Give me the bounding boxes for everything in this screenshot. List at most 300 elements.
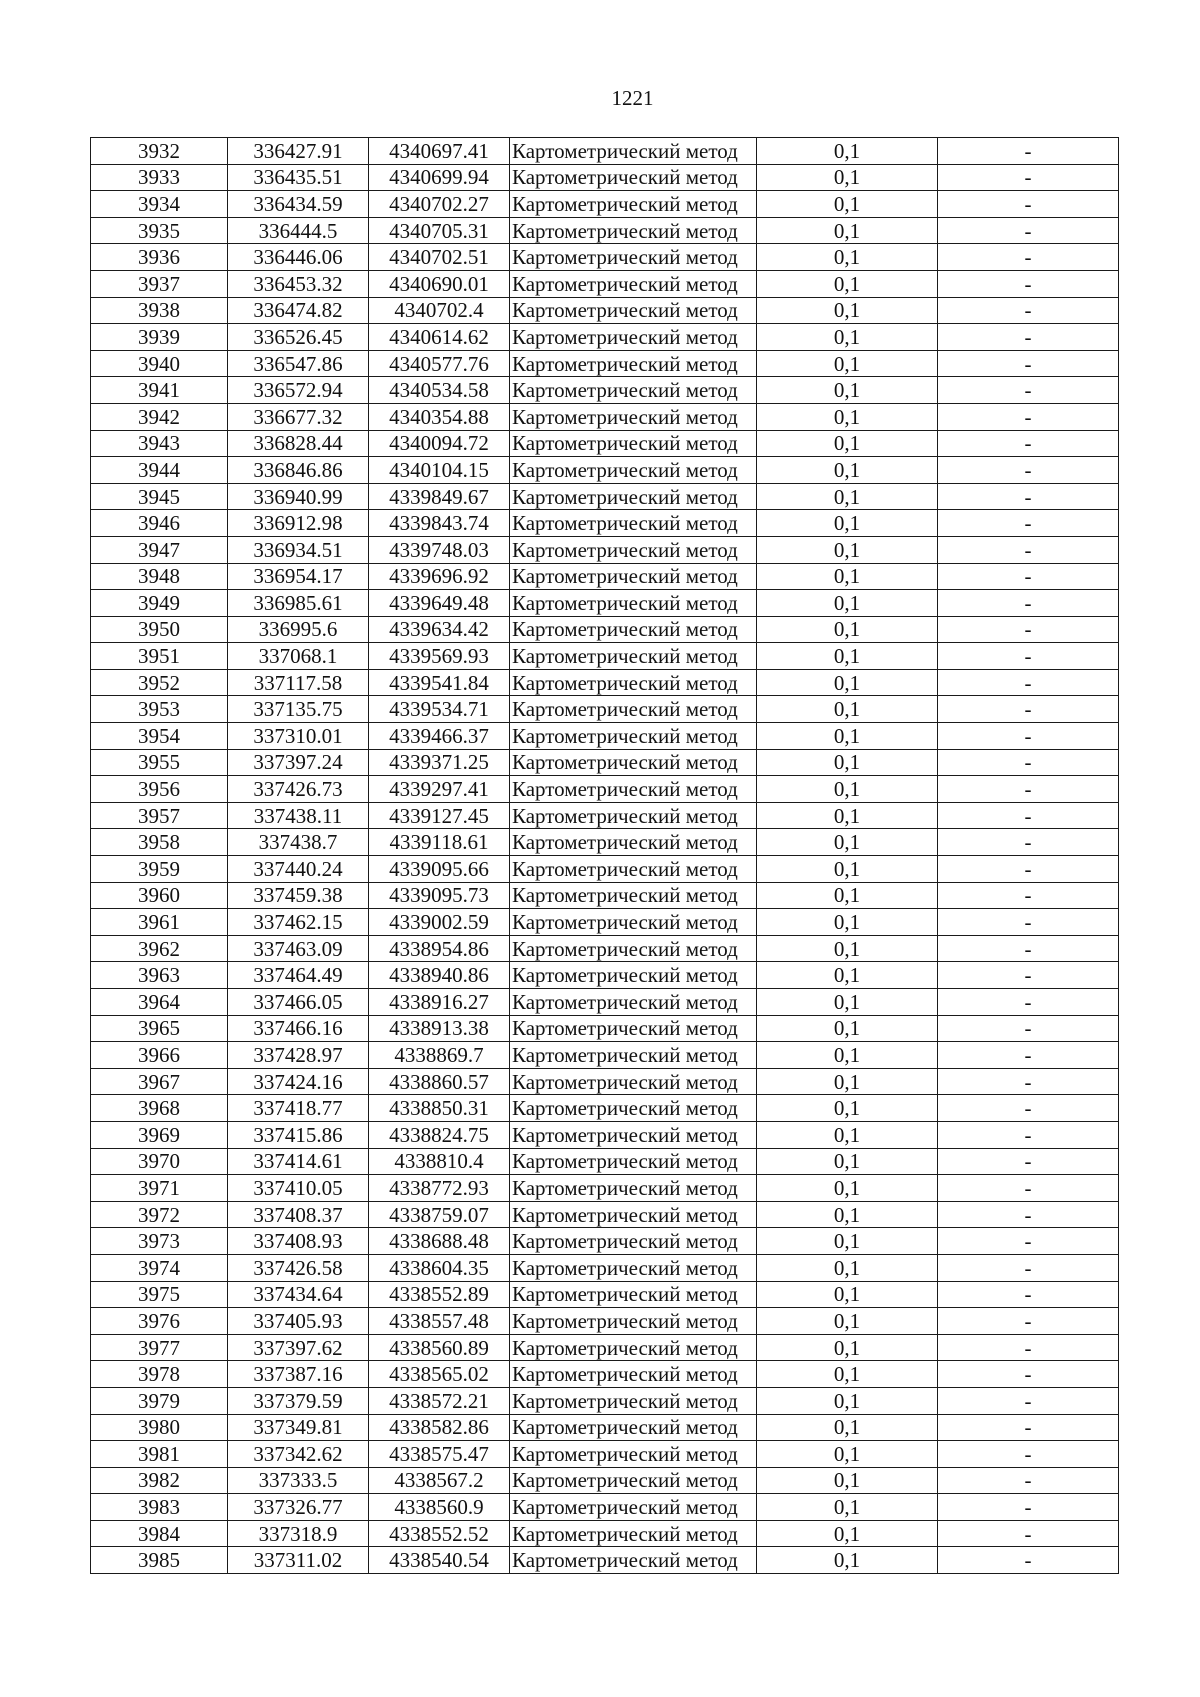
description-cell: - xyxy=(938,909,1119,936)
table-row xyxy=(91,1361,1119,1388)
coordinate-x-cell: 337397.24 xyxy=(228,749,369,776)
accuracy-cell: 0,1 xyxy=(757,1387,938,1414)
table-row xyxy=(91,1281,1119,1308)
description-cell: - xyxy=(938,935,1119,962)
description-cell: - xyxy=(938,350,1119,377)
table-row xyxy=(91,749,1119,776)
description-cell: - xyxy=(938,616,1119,643)
accuracy-cell: 0,1 xyxy=(757,1042,938,1069)
point-number-cell: 3973 xyxy=(91,1228,228,1255)
method-cell: Картометрический метод xyxy=(510,1308,757,1335)
accuracy-cell: 0,1 xyxy=(757,191,938,218)
table-row xyxy=(91,1201,1119,1228)
description-cell: - xyxy=(938,1547,1119,1574)
coordinate-x-cell: 336427.91 xyxy=(228,138,369,165)
point-number-cell: 3984 xyxy=(91,1520,228,1547)
table-row xyxy=(91,590,1119,617)
coordinate-x-cell: 337440.24 xyxy=(228,856,369,883)
coordinate-x-cell: 336912.98 xyxy=(228,510,369,537)
coordinate-y-cell: 4338575.47 xyxy=(369,1441,510,1468)
method-cell: Картометрический метод xyxy=(510,696,757,723)
point-number-cell: 3935 xyxy=(91,217,228,244)
description-cell: - xyxy=(938,297,1119,324)
coordinate-x-cell: 337424.16 xyxy=(228,1068,369,1095)
coordinate-y-cell: 4338860.57 xyxy=(369,1068,510,1095)
coordinate-y-cell: 4339849.67 xyxy=(369,483,510,510)
method-cell: Картометрический метод xyxy=(510,1547,757,1574)
description-cell: - xyxy=(938,1361,1119,1388)
coordinate-x-cell: 336828.44 xyxy=(228,430,369,457)
accuracy-cell: 0,1 xyxy=(757,669,938,696)
description-cell: - xyxy=(938,1121,1119,1148)
method-cell: Картометрический метод xyxy=(510,1254,757,1281)
coordinate-y-cell: 4338916.27 xyxy=(369,989,510,1016)
accuracy-cell: 0,1 xyxy=(757,1467,938,1494)
method-cell: Картометрический метод xyxy=(510,1387,757,1414)
accuracy-cell: 0,1 xyxy=(757,297,938,324)
table-row xyxy=(91,1175,1119,1202)
accuracy-cell: 0,1 xyxy=(757,1308,938,1335)
accuracy-cell: 0,1 xyxy=(757,430,938,457)
method-cell: Картометрический метод xyxy=(510,270,757,297)
description-cell: - xyxy=(938,536,1119,563)
point-number-cell: 3968 xyxy=(91,1095,228,1122)
method-cell: Картометрический метод xyxy=(510,1042,757,1069)
point-number-cell: 3959 xyxy=(91,856,228,883)
description-cell: - xyxy=(938,324,1119,351)
method-cell: Картометрический метод xyxy=(510,1095,757,1122)
accuracy-cell: 0,1 xyxy=(757,989,938,1016)
method-cell: Картометрический метод xyxy=(510,1441,757,1468)
point-number-cell: 3956 xyxy=(91,776,228,803)
table-row xyxy=(91,138,1119,165)
coordinate-x-cell: 337117.58 xyxy=(228,669,369,696)
table-row xyxy=(91,935,1119,962)
description-cell: - xyxy=(938,1414,1119,1441)
method-cell: Картометрический метод xyxy=(510,829,757,856)
coordinate-y-cell: 4338604.35 xyxy=(369,1254,510,1281)
accuracy-cell: 0,1 xyxy=(757,723,938,750)
point-number-cell: 3954 xyxy=(91,723,228,750)
coordinate-x-cell: 337310.01 xyxy=(228,723,369,750)
coordinate-y-cell: 4340702.27 xyxy=(369,191,510,218)
point-number-cell: 3955 xyxy=(91,749,228,776)
table-row xyxy=(91,1547,1119,1574)
point-number-cell: 3980 xyxy=(91,1414,228,1441)
method-cell: Картометрический метод xyxy=(510,1467,757,1494)
table-row xyxy=(91,1387,1119,1414)
point-number-cell: 3961 xyxy=(91,909,228,936)
coordinate-y-cell: 4339466.37 xyxy=(369,723,510,750)
table-row xyxy=(91,1068,1119,1095)
accuracy-cell: 0,1 xyxy=(757,590,938,617)
coordinate-y-cell: 4338850.31 xyxy=(369,1095,510,1122)
coordinate-x-cell: 336846.86 xyxy=(228,457,369,484)
table-row xyxy=(91,350,1119,377)
description-cell: - xyxy=(938,563,1119,590)
description-cell: - xyxy=(938,270,1119,297)
accuracy-cell: 0,1 xyxy=(757,1361,938,1388)
method-cell: Картометрический метод xyxy=(510,802,757,829)
accuracy-cell: 0,1 xyxy=(757,1254,938,1281)
coordinate-y-cell: 4338810.4 xyxy=(369,1148,510,1175)
point-number-cell: 3964 xyxy=(91,989,228,1016)
description-cell: - xyxy=(938,510,1119,537)
point-number-cell: 3934 xyxy=(91,191,228,218)
table-row xyxy=(91,1095,1119,1122)
point-number-cell: 3958 xyxy=(91,829,228,856)
coordinate-y-cell: 4339534.71 xyxy=(369,696,510,723)
point-number-cell: 3957 xyxy=(91,802,228,829)
coordinate-x-cell: 337462.15 xyxy=(228,909,369,936)
description-cell: - xyxy=(938,696,1119,723)
accuracy-cell: 0,1 xyxy=(757,457,938,484)
point-number-cell: 3951 xyxy=(91,643,228,670)
description-cell: - xyxy=(938,989,1119,1016)
method-cell: Картометрический метод xyxy=(510,723,757,750)
accuracy-cell: 0,1 xyxy=(757,1201,938,1228)
coordinate-x-cell: 337426.58 xyxy=(228,1254,369,1281)
coordinate-y-cell: 4339371.25 xyxy=(369,749,510,776)
table-row xyxy=(91,802,1119,829)
coordinate-y-cell: 4339118.61 xyxy=(369,829,510,856)
point-number-cell: 3960 xyxy=(91,882,228,909)
method-cell: Картометрический метод xyxy=(510,1121,757,1148)
coordinate-x-cell: 336940.99 xyxy=(228,483,369,510)
point-number-cell: 3976 xyxy=(91,1308,228,1335)
description-cell: - xyxy=(938,590,1119,617)
coordinate-x-cell: 337342.62 xyxy=(228,1441,369,1468)
point-number-cell: 3962 xyxy=(91,935,228,962)
point-number-cell: 3971 xyxy=(91,1175,228,1202)
coordinate-y-cell: 4338560.89 xyxy=(369,1334,510,1361)
coordinate-x-cell: 336446.06 xyxy=(228,244,369,271)
method-cell: Картометрический метод xyxy=(510,1361,757,1388)
description-cell: - xyxy=(938,856,1119,883)
coordinate-y-cell: 4340702.51 xyxy=(369,244,510,271)
coordinate-y-cell: 4339569.93 xyxy=(369,643,510,670)
description-cell: - xyxy=(938,1467,1119,1494)
point-number-cell: 3974 xyxy=(91,1254,228,1281)
description-cell: - xyxy=(938,802,1119,829)
description-cell: - xyxy=(938,749,1119,776)
table-row xyxy=(91,909,1119,936)
method-cell: Картометрический метод xyxy=(510,1015,757,1042)
method-cell: Картометрический метод xyxy=(510,1175,757,1202)
method-cell: Картометрический метод xyxy=(510,138,757,165)
coordinate-y-cell: 4339748.03 xyxy=(369,536,510,563)
coordinate-x-cell: 337459.38 xyxy=(228,882,369,909)
method-cell: Картометрический метод xyxy=(510,430,757,457)
accuracy-cell: 0,1 xyxy=(757,643,938,670)
description-cell: - xyxy=(938,217,1119,244)
coordinate-y-cell: 4339634.42 xyxy=(369,616,510,643)
coordinate-y-cell: 4340690.01 xyxy=(369,270,510,297)
accuracy-cell: 0,1 xyxy=(757,244,938,271)
coordinate-y-cell: 4340614.62 xyxy=(369,324,510,351)
point-number-cell: 3969 xyxy=(91,1121,228,1148)
coordinate-y-cell: 4340699.94 xyxy=(369,164,510,191)
accuracy-cell: 0,1 xyxy=(757,882,938,909)
coordinate-y-cell: 4340702.4 xyxy=(369,297,510,324)
accuracy-cell: 0,1 xyxy=(757,909,938,936)
coordinates-table xyxy=(90,137,1119,1574)
description-cell: - xyxy=(938,1068,1119,1095)
coordinate-y-cell: 4339095.66 xyxy=(369,856,510,883)
table-row xyxy=(91,244,1119,271)
table-row xyxy=(91,457,1119,484)
method-cell: Картометрический метод xyxy=(510,643,757,670)
table-row xyxy=(91,696,1119,723)
point-number-cell: 3944 xyxy=(91,457,228,484)
coordinate-y-cell: 4338869.7 xyxy=(369,1042,510,1069)
accuracy-cell: 0,1 xyxy=(757,270,938,297)
accuracy-cell: 0,1 xyxy=(757,829,938,856)
accuracy-cell: 0,1 xyxy=(757,350,938,377)
coordinate-x-cell: 336572.94 xyxy=(228,377,369,404)
coordinate-x-cell: 336435.51 xyxy=(228,164,369,191)
accuracy-cell: 0,1 xyxy=(757,1015,938,1042)
coordinate-y-cell: 4338552.89 xyxy=(369,1281,510,1308)
coordinate-x-cell: 337463.09 xyxy=(228,935,369,962)
table-row xyxy=(91,962,1119,989)
coordinate-x-cell: 337428.97 xyxy=(228,1042,369,1069)
description-cell: - xyxy=(938,1175,1119,1202)
description-cell: - xyxy=(938,1494,1119,1521)
description-cell: - xyxy=(938,1042,1119,1069)
description-cell: - xyxy=(938,1441,1119,1468)
coordinate-x-cell: 337405.93 xyxy=(228,1308,369,1335)
coordinate-y-cell: 4339095.73 xyxy=(369,882,510,909)
description-cell: - xyxy=(938,430,1119,457)
coordinate-x-cell: 337408.37 xyxy=(228,1201,369,1228)
coordinate-x-cell: 336444.5 xyxy=(228,217,369,244)
description-cell: - xyxy=(938,776,1119,803)
table-row xyxy=(91,270,1119,297)
coordinate-x-cell: 337466.16 xyxy=(228,1015,369,1042)
coordinate-x-cell: 337415.86 xyxy=(228,1121,369,1148)
coordinate-x-cell: 336453.32 xyxy=(228,270,369,297)
table-row xyxy=(91,164,1119,191)
table-row xyxy=(91,669,1119,696)
coordinate-x-cell: 336474.82 xyxy=(228,297,369,324)
point-number-cell: 3978 xyxy=(91,1361,228,1388)
point-number-cell: 3947 xyxy=(91,536,228,563)
point-number-cell: 3937 xyxy=(91,270,228,297)
coordinate-y-cell: 4338940.86 xyxy=(369,962,510,989)
method-cell: Картометрический метод xyxy=(510,1148,757,1175)
method-cell: Картометрический метод xyxy=(510,510,757,537)
table-row xyxy=(91,1015,1119,1042)
point-number-cell: 3942 xyxy=(91,403,228,430)
table-row xyxy=(91,616,1119,643)
coordinate-y-cell: 4338567.2 xyxy=(369,1467,510,1494)
method-cell: Картометрический метод xyxy=(510,244,757,271)
coordinate-x-cell: 337438.7 xyxy=(228,829,369,856)
point-number-cell: 3952 xyxy=(91,669,228,696)
method-cell: Картометрический метод xyxy=(510,324,757,351)
description-cell: - xyxy=(938,164,1119,191)
table-row xyxy=(91,1254,1119,1281)
coordinate-x-cell: 337333.5 xyxy=(228,1467,369,1494)
accuracy-cell: 0,1 xyxy=(757,164,938,191)
coordinate-y-cell: 4339002.59 xyxy=(369,909,510,936)
point-number-cell: 3946 xyxy=(91,510,228,537)
coordinate-y-cell: 4340094.72 xyxy=(369,430,510,457)
coordinate-y-cell: 4339127.45 xyxy=(369,802,510,829)
method-cell: Картометрический метод xyxy=(510,164,757,191)
description-cell: - xyxy=(938,1254,1119,1281)
coordinate-x-cell: 337135.75 xyxy=(228,696,369,723)
description-cell: - xyxy=(938,191,1119,218)
description-cell: - xyxy=(938,1387,1119,1414)
coordinate-x-cell: 336985.61 xyxy=(228,590,369,617)
coordinate-y-cell: 4338913.38 xyxy=(369,1015,510,1042)
coordinate-y-cell: 4338565.02 xyxy=(369,1361,510,1388)
coordinate-x-cell: 337410.05 xyxy=(228,1175,369,1202)
accuracy-cell: 0,1 xyxy=(757,962,938,989)
coordinate-y-cell: 4340705.31 xyxy=(369,217,510,244)
point-number-cell: 3941 xyxy=(91,377,228,404)
table-row xyxy=(91,643,1119,670)
coordinate-y-cell: 4338954.86 xyxy=(369,935,510,962)
description-cell: - xyxy=(938,669,1119,696)
accuracy-cell: 0,1 xyxy=(757,1148,938,1175)
coordinate-y-cell: 4338572.21 xyxy=(369,1387,510,1414)
point-number-cell: 3939 xyxy=(91,324,228,351)
table-row xyxy=(91,430,1119,457)
description-cell: - xyxy=(938,1228,1119,1255)
table-row xyxy=(91,776,1119,803)
table-row xyxy=(91,1148,1119,1175)
accuracy-cell: 0,1 xyxy=(757,1520,938,1547)
table-row xyxy=(91,563,1119,590)
point-number-cell: 3953 xyxy=(91,696,228,723)
coordinate-x-cell: 337426.73 xyxy=(228,776,369,803)
accuracy-cell: 0,1 xyxy=(757,324,938,351)
accuracy-cell: 0,1 xyxy=(757,1068,938,1095)
point-number-cell: 3949 xyxy=(91,590,228,617)
table-row xyxy=(91,1042,1119,1069)
point-number-cell: 3979 xyxy=(91,1387,228,1414)
table-row xyxy=(91,510,1119,537)
point-number-cell: 3948 xyxy=(91,563,228,590)
coordinate-x-cell: 337326.77 xyxy=(228,1494,369,1521)
method-cell: Картометрический метод xyxy=(510,616,757,643)
coordinate-y-cell: 4340534.58 xyxy=(369,377,510,404)
point-number-cell: 3977 xyxy=(91,1334,228,1361)
method-cell: Картометрический метод xyxy=(510,882,757,909)
accuracy-cell: 0,1 xyxy=(757,403,938,430)
coordinate-x-cell: 336677.32 xyxy=(228,403,369,430)
point-number-cell: 3936 xyxy=(91,244,228,271)
table-row xyxy=(91,191,1119,218)
method-cell: Картометрический метод xyxy=(510,776,757,803)
description-cell: - xyxy=(938,1520,1119,1547)
accuracy-cell: 0,1 xyxy=(757,1547,938,1574)
method-cell: Картометрический метод xyxy=(510,457,757,484)
coordinate-x-cell: 337387.16 xyxy=(228,1361,369,1388)
accuracy-cell: 0,1 xyxy=(757,935,938,962)
coordinate-x-cell: 337466.05 xyxy=(228,989,369,1016)
accuracy-cell: 0,1 xyxy=(757,1228,938,1255)
table-row xyxy=(91,989,1119,1016)
accuracy-cell: 0,1 xyxy=(757,1121,938,1148)
page-number: 1221 xyxy=(611,86,654,110)
coordinate-x-cell: 336547.86 xyxy=(228,350,369,377)
accuracy-cell: 0,1 xyxy=(757,563,938,590)
description-cell: - xyxy=(938,1281,1119,1308)
description-cell: - xyxy=(938,457,1119,484)
coordinate-x-cell: 337379.59 xyxy=(228,1387,369,1414)
accuracy-cell: 0,1 xyxy=(757,749,938,776)
method-cell: Картометрический метод xyxy=(510,1494,757,1521)
point-number-cell: 3982 xyxy=(91,1467,228,1494)
table-row xyxy=(91,882,1119,909)
point-number-cell: 3972 xyxy=(91,1201,228,1228)
point-number-cell: 3940 xyxy=(91,350,228,377)
accuracy-cell: 0,1 xyxy=(757,856,938,883)
coordinate-x-cell: 336995.6 xyxy=(228,616,369,643)
method-cell: Картометрический метод xyxy=(510,962,757,989)
description-cell: - xyxy=(938,1095,1119,1122)
coordinate-y-cell: 4340697.41 xyxy=(369,138,510,165)
method-cell: Картометрический метод xyxy=(510,350,757,377)
method-cell: Картометрический метод xyxy=(510,1334,757,1361)
accuracy-cell: 0,1 xyxy=(757,1441,938,1468)
point-number-cell: 3981 xyxy=(91,1441,228,1468)
point-number-cell: 3963 xyxy=(91,962,228,989)
accuracy-cell: 0,1 xyxy=(757,776,938,803)
coordinate-y-cell: 4338688.48 xyxy=(369,1228,510,1255)
coordinate-x-cell: 337318.9 xyxy=(228,1520,369,1547)
coordinate-y-cell: 4338759.07 xyxy=(369,1201,510,1228)
point-number-cell: 3932 xyxy=(91,138,228,165)
description-cell: - xyxy=(938,1201,1119,1228)
description-cell: - xyxy=(938,829,1119,856)
table-row xyxy=(91,1228,1119,1255)
table-row xyxy=(91,1441,1119,1468)
accuracy-cell: 0,1 xyxy=(757,483,938,510)
accuracy-cell: 0,1 xyxy=(757,217,938,244)
description-cell: - xyxy=(938,403,1119,430)
description-cell: - xyxy=(938,643,1119,670)
coordinate-x-cell: 337397.62 xyxy=(228,1334,369,1361)
accuracy-cell: 0,1 xyxy=(757,1494,938,1521)
point-number-cell: 3938 xyxy=(91,297,228,324)
table-row xyxy=(91,829,1119,856)
method-cell: Картометрический метод xyxy=(510,1228,757,1255)
coordinate-y-cell: 4338772.93 xyxy=(369,1175,510,1202)
method-cell: Картометрический метод xyxy=(510,191,757,218)
method-cell: Картометрический метод xyxy=(510,217,757,244)
accuracy-cell: 0,1 xyxy=(757,1095,938,1122)
table-row xyxy=(91,1520,1119,1547)
method-cell: Картометрический метод xyxy=(510,297,757,324)
coordinate-x-cell: 337311.02 xyxy=(228,1547,369,1574)
table-row xyxy=(91,1121,1119,1148)
point-number-cell: 3985 xyxy=(91,1547,228,1574)
table-row xyxy=(91,324,1119,351)
method-cell: Картометрический метод xyxy=(510,590,757,617)
point-number-cell: 3933 xyxy=(91,164,228,191)
accuracy-cell: 0,1 xyxy=(757,510,938,537)
coordinate-y-cell: 4340577.76 xyxy=(369,350,510,377)
method-cell: Картометрический метод xyxy=(510,989,757,1016)
method-cell: Картометрический метод xyxy=(510,1201,757,1228)
accuracy-cell: 0,1 xyxy=(757,536,938,563)
point-number-cell: 3966 xyxy=(91,1042,228,1069)
